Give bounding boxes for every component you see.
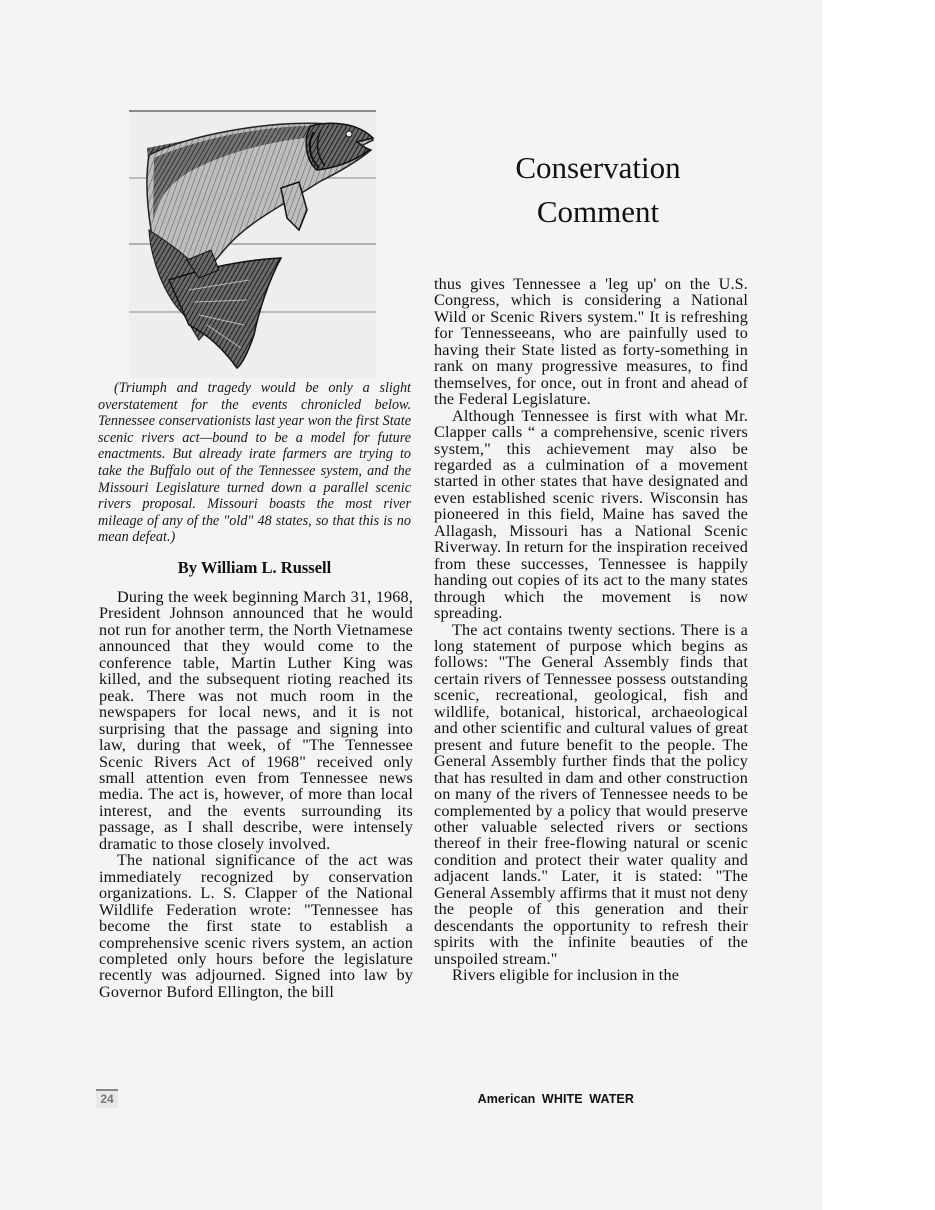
left-column [99, 589, 413, 1000]
paragraph: The act contains twenty sections. There is a long statement of purpose which begins as follows: "The General Assembly finds that certain rivers of Tennessee possess outstanding scenic, recreational, geological, fish and wildlife, botanical, historical, archaeological and other scientific and cultural values of great present and future benefit to the people. The General Assembly further finds that the policy that has resulted in dam and other construction on many of the rivers of Tennessee needs to be complemented by a policy that would preserve other valuable selected rivers or sections thereof in their free-flowing natural or scenic condition and protect their water quality and adjacent lands." Later, it is stated: "The General Assembly affirms that it must not deny the people of this generation and their descendants the opportunity to refresh their spirits with the infinite beauties of the unspoiled stream." [434, 620, 748, 968]
byline: By William L. Russell [177, 558, 332, 577]
right-column [434, 276, 748, 983]
figure-caption [98, 380, 411, 546]
title-line-2: Comment [536, 194, 660, 229]
page-title [470, 146, 726, 234]
paragraph: thus gives Tennessee a 'leg up' on the U.S. Congress, which is considering a National Wild or Scenic Rivers system." It is refreshing for Tennesseeans, who are painfully used to having their State listed as forty-something in rank on many progressive measures, to find themselves, for once, out in front and ahead of the Federal Legislature. [434, 275, 748, 409]
paragraph: Although Tennessee is first with what Mr. Clapper calls “ a comprehensive, scenic rivers system," this achievement may also be regarded as a culmination of a movement started in other states that have designated and even established scenic rivers. Wisconsin has pioneered in this field, Maine has saved the Allagash, Missouri has a National Scenic Riverway. In return for the inspiration received from these successes, Tennessee is happily handing out copies of its act to the many states through which the movement is now spreading. [434, 406, 748, 623]
trout-illustration [129, 110, 376, 378]
paragraph: Rivers eligible for inclusion in the [452, 966, 680, 985]
fish-icon [129, 110, 376, 378]
paragraph: During the week beginning March 31, 1968, President Johnson announced that he would not run for another term, the North Vietnamese announced that they would come to the conference table, Martin Luther King was killed, and the subsequent rioting reached its peak. There was not much room in the newspapers for local news, and it is not surprising that the passage and signing into law, during that week, of "The Tennessee Scenic Rivers Act of 1968" received only small attention even from Tennessee news media. The act is, however, of more than local interest, and the events surrounding its passage, as I shall describe, were intensely dramatic to those closely involved. [99, 588, 413, 853]
caption-text: (Triumph and tragedy would be only a slight overstatement for the events chronicled below. Tennessee conservationists last year won the first State scenic rivers act—bound to be a model for future enactments. But already irate farmers are trying to take the Buffalo out of the Tennessee system, and the Missouri Legislature turned down a parallel scenic rivers proposal. Missouri boasts the most river mileage of any of the "old" 48 states, so that this is no mean defeat.) [98, 380, 411, 546]
magazine-name: American WHITE WATER [477, 1092, 634, 1106]
paragraph: The national significance of the act was immediately recognized by conservation organizations. L. S. Clapper of the National Wildlife Federation wrote: "Tennessee has become the first state to establish a comprehensive scenic rivers system, an action completed only hours before the legislature recently was adjourned. Signed into law by Governor Buford Ellington, the bill [99, 851, 413, 1001]
page-number: 24 [96, 1089, 118, 1108]
title-line-1: Conservation [515, 150, 681, 185]
